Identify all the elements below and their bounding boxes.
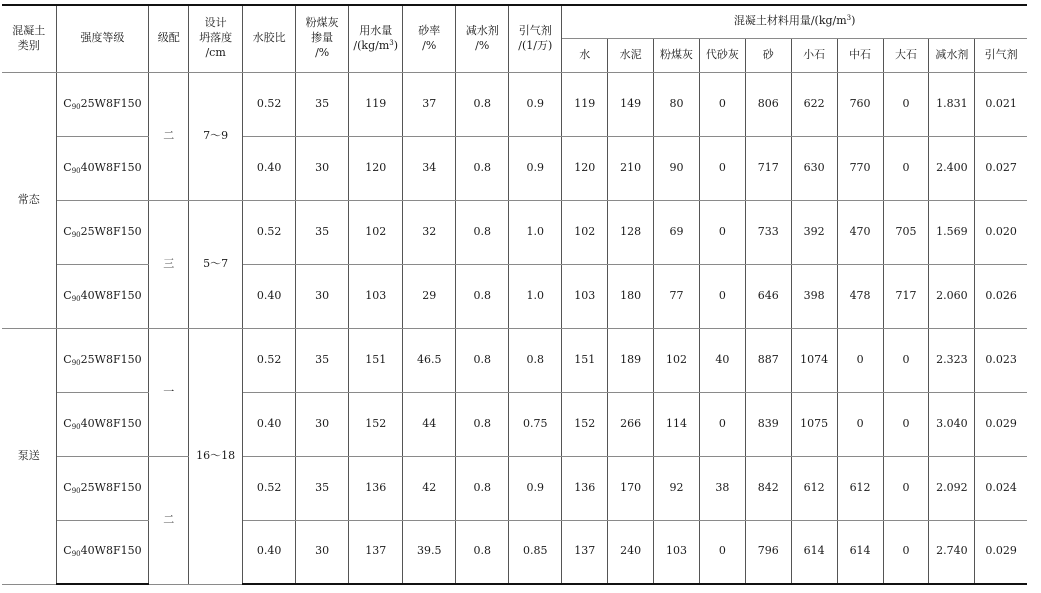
cell-mat-sand-substitute: 0 (699, 72, 745, 136)
subheader-large-stone: 大石 (883, 38, 929, 72)
grade-subscript: 90 (71, 230, 81, 239)
cell-gradation: 一 (149, 328, 189, 456)
cell-mat-medium-stone: 614 (837, 520, 883, 584)
cell-sand-ratio: 46.5 (403, 328, 456, 392)
cell-mat-water: 120 (562, 136, 608, 200)
subheader-cement: 水泥 (608, 38, 654, 72)
header-gradation: 级配 (149, 5, 189, 72)
cell-mat-air-entrainer: 0.020 (975, 200, 1027, 264)
grade-rest: 40W8F150 (80, 288, 142, 302)
cell-mat-water: 152 (562, 392, 608, 456)
header-flyash-line1: 粉煤灰 (305, 16, 339, 30)
header-water-unit: /(kg/m (353, 38, 390, 52)
header-category-line2: 类别 (17, 38, 40, 52)
table-header (2, 5, 1027, 72)
grade-prefix: C (63, 544, 72, 558)
table-row (2, 328, 1027, 392)
cell-gradation: 二 (149, 72, 189, 200)
cell-grade (56, 264, 149, 328)
cell-mat-small-stone: 612 (791, 456, 837, 520)
cell-water-use: 119 (349, 72, 403, 136)
cell-mat-cement: 266 (608, 392, 654, 456)
cell-mat-water: 151 (562, 328, 608, 392)
cell-wb-ratio: 0.40 (243, 264, 296, 328)
cell-water-use: 102 (349, 200, 403, 264)
cell-slump: 7～9 (189, 72, 243, 200)
header-ae-line1: 引气剂 (518, 23, 552, 37)
cell-mat-medium-stone: 612 (837, 456, 883, 520)
cell-grade (56, 328, 149, 392)
cell-wr-pct: 0.8 (456, 136, 509, 200)
cell-slump: 16～18 (189, 328, 243, 584)
cell-water-use: 137 (349, 520, 403, 584)
cell-mat-sand: 839 (745, 392, 791, 456)
cell-flyash-pct: 35 (296, 200, 349, 264)
subheader-medium-stone: 中石 (837, 38, 883, 72)
cell-flyash-pct: 35 (296, 456, 349, 520)
cell-grade (56, 200, 149, 264)
cell-grade (56, 72, 149, 136)
grade-rest: 40W8F150 (80, 544, 142, 558)
grade-prefix: C (63, 224, 72, 238)
header-category (2, 5, 56, 72)
cell-sand-ratio: 42 (403, 456, 456, 520)
cell-grade (56, 392, 149, 456)
cell-mat-flyash: 77 (654, 264, 700, 328)
cell-mat-flyash: 90 (654, 136, 700, 200)
cell-water-use: 120 (349, 136, 403, 200)
cell-mat-large-stone: 0 (883, 328, 929, 392)
cell-water-use: 136 (349, 456, 403, 520)
cell-mat-large-stone: 0 (883, 136, 929, 200)
table-row (2, 72, 1027, 136)
cell-wr-pct: 0.8 (456, 72, 509, 136)
cell-sand-ratio: 37 (403, 72, 456, 136)
cell-category: 泵送 (2, 328, 56, 584)
cell-gradation: 二 (149, 456, 189, 584)
header-water-sup: 3 (389, 38, 394, 47)
cell-wr-pct: 0.8 (456, 392, 509, 456)
header-slump-line1: 设计 (204, 16, 227, 30)
grade-rest: 25W8F150 (80, 352, 142, 366)
header-sand-line1: 砂率 (418, 23, 441, 37)
cell-mat-air-entrainer: 0.029 (975, 520, 1027, 584)
cell-mat-flyash: 103 (654, 520, 700, 584)
cell-mat-cement: 149 (608, 72, 654, 136)
subheader-sand-substitute: 代砂灰 (699, 38, 745, 72)
cell-wb-ratio: 0.52 (243, 72, 296, 136)
grade-subscript: 90 (71, 294, 81, 303)
cell-mat-cement: 128 (608, 200, 654, 264)
cell-mat-air-entrainer: 0.023 (975, 328, 1027, 392)
cell-wr-pct: 0.8 (456, 328, 509, 392)
cell-sand-ratio: 39.5 (403, 520, 456, 584)
cell-grade (56, 456, 149, 520)
header-water-close: ) (393, 38, 399, 52)
cell-mat-water-reducer: 2.060 (929, 264, 975, 328)
header-flyash (296, 5, 349, 72)
cell-mat-sand-substitute: 0 (699, 392, 745, 456)
header-flyash-line3: /% (315, 46, 330, 60)
table-row (2, 456, 1027, 520)
cell-mat-cement: 189 (608, 328, 654, 392)
subheader-water: 水 (562, 38, 608, 72)
cell-mat-small-stone: 630 (791, 136, 837, 200)
header-grade: 强度等级 (56, 5, 149, 72)
cell-wr-pct: 0.8 (456, 456, 509, 520)
cell-gradation: 三 (149, 200, 189, 328)
cell-mat-flyash: 102 (654, 328, 700, 392)
cell-mat-cement: 210 (608, 136, 654, 200)
header-slump-line3: /cm (205, 46, 226, 60)
cell-ae-dose: 0.8 (509, 328, 562, 392)
cell-wr-pct: 0.8 (456, 264, 509, 328)
cell-mat-sand: 717 (745, 136, 791, 200)
cell-mat-small-stone: 398 (791, 264, 837, 328)
cell-wr-pct: 0.8 (456, 520, 509, 584)
cell-mat-small-stone: 1074 (791, 328, 837, 392)
grade-rest: 25W8F150 (80, 480, 142, 494)
cell-mat-large-stone: 705 (883, 200, 929, 264)
header-water-reducer (456, 5, 509, 72)
cell-flyash-pct: 30 (296, 520, 349, 584)
cell-ae-dose: 0.9 (509, 136, 562, 200)
subheader-sand: 砂 (745, 38, 791, 72)
cell-flyash-pct: 30 (296, 136, 349, 200)
grade-rest: 40W8F150 (80, 160, 142, 174)
cell-mat-sand: 646 (745, 264, 791, 328)
header-material-group (562, 5, 1027, 38)
cell-mat-medium-stone: 478 (837, 264, 883, 328)
cell-mat-sand-substitute: 40 (699, 328, 745, 392)
table-body (2, 72, 1027, 584)
cell-mat-air-entrainer: 0.024 (975, 456, 1027, 520)
cell-wb-ratio: 0.52 (243, 456, 296, 520)
cell-water-use: 152 (349, 392, 403, 456)
cell-mat-large-stone: 0 (883, 72, 929, 136)
grade-prefix: C (63, 288, 72, 302)
cell-mat-flyash: 114 (654, 392, 700, 456)
subheader-water-reducer: 减水剂 (929, 38, 975, 72)
grade-subscript: 90 (71, 166, 81, 175)
cell-mat-small-stone: 614 (791, 520, 837, 584)
header-wr-line2: /% (475, 38, 490, 52)
cell-flyash-pct: 35 (296, 328, 349, 392)
header-group-title: 混凝土材料用量/(kg/m (733, 14, 847, 28)
cell-sand-ratio: 34 (403, 136, 456, 200)
cell-mat-sand: 796 (745, 520, 791, 584)
cell-ae-dose: 0.9 (509, 456, 562, 520)
cell-wb-ratio: 0.52 (243, 200, 296, 264)
cell-mat-water: 103 (562, 264, 608, 328)
cell-mat-sand: 806 (745, 72, 791, 136)
cell-mat-medium-stone: 0 (837, 392, 883, 456)
cell-ae-dose: 1.0 (509, 264, 562, 328)
cell-mat-sand-substitute: 0 (699, 264, 745, 328)
cell-mat-water: 119 (562, 72, 608, 136)
header-water (349, 5, 403, 72)
cell-grade (56, 520, 149, 584)
grade-rest: 40W8F150 (80, 416, 142, 430)
cell-mat-cement: 170 (608, 456, 654, 520)
grade-prefix: C (63, 416, 72, 430)
cell-mat-large-stone: 0 (883, 520, 929, 584)
grade-rest: 25W8F150 (80, 224, 142, 238)
cell-mat-medium-stone: 760 (837, 72, 883, 136)
cell-grade (56, 136, 149, 200)
header-water-line1: 用水量 (359, 23, 393, 37)
cell-mat-medium-stone: 770 (837, 136, 883, 200)
cell-mat-air-entrainer: 0.021 (975, 72, 1027, 136)
subheader-air-entrainer: 引气剂 (975, 38, 1027, 72)
cell-wb-ratio: 0.52 (243, 328, 296, 392)
cell-mat-large-stone: 717 (883, 264, 929, 328)
cell-mat-small-stone: 622 (791, 72, 837, 136)
cell-sand-ratio: 29 (403, 264, 456, 328)
cell-mat-sand-substitute: 0 (699, 136, 745, 200)
grade-prefix: C (63, 480, 72, 494)
header-sand-ratio (403, 5, 456, 72)
cell-wr-pct: 0.8 (456, 200, 509, 264)
cell-water-use: 151 (349, 328, 403, 392)
cell-wb-ratio: 0.40 (243, 520, 296, 584)
cell-slump: 5～7 (189, 200, 243, 328)
header-air-entrainer (509, 5, 562, 72)
cell-wb-ratio: 0.40 (243, 392, 296, 456)
cell-category: 常态 (2, 72, 56, 328)
cell-mat-water: 102 (562, 200, 608, 264)
cell-mat-water-reducer: 2.740 (929, 520, 975, 584)
cell-water-use: 103 (349, 264, 403, 328)
cell-mat-cement: 180 (608, 264, 654, 328)
cell-flyash-pct: 35 (296, 72, 349, 136)
cell-mat-air-entrainer: 0.029 (975, 392, 1027, 456)
grade-subscript: 90 (71, 422, 81, 431)
cell-ae-dose: 0.9 (509, 72, 562, 136)
cell-mat-sand-substitute: 38 (699, 456, 745, 520)
header-slump-line2: 坍落度 (199, 31, 233, 45)
table-row (2, 200, 1027, 264)
cell-flyash-pct: 30 (296, 392, 349, 456)
cell-mat-water-reducer: 1.569 (929, 200, 975, 264)
cell-mat-flyash: 92 (654, 456, 700, 520)
cell-mat-sand: 842 (745, 456, 791, 520)
cell-mat-flyash: 69 (654, 200, 700, 264)
cell-mat-water-reducer: 2.400 (929, 136, 975, 200)
cell-mat-cement: 240 (608, 520, 654, 584)
cell-mat-water-reducer: 3.040 (929, 392, 975, 456)
cell-mat-water-reducer: 2.323 (929, 328, 975, 392)
cell-mat-water: 137 (562, 520, 608, 584)
cell-mat-water: 136 (562, 456, 608, 520)
header-flyash-line2: 掺量 (311, 31, 334, 45)
cell-ae-dose: 1.0 (509, 200, 562, 264)
cell-mat-sand: 887 (745, 328, 791, 392)
header-group-sup: 3 (846, 14, 852, 23)
concrete-mix-table (2, 4, 1027, 585)
cell-mat-water-reducer: 1.831 (929, 72, 975, 136)
header-wr-line1: 减水剂 (465, 23, 499, 37)
cell-mat-sand: 733 (745, 200, 791, 264)
grade-subscript: 90 (71, 358, 81, 367)
cell-mat-small-stone: 392 (791, 200, 837, 264)
cell-ae-dose: 0.75 (509, 392, 562, 456)
cell-mat-sand-substitute: 0 (699, 520, 745, 584)
grade-subscript: 90 (71, 486, 81, 495)
subheader-flyash: 粉煤灰 (654, 38, 700, 72)
grade-prefix: C (63, 352, 72, 366)
cell-mat-water-reducer: 2.092 (929, 456, 975, 520)
cell-mat-large-stone: 0 (883, 392, 929, 456)
cell-mat-air-entrainer: 0.027 (975, 136, 1027, 200)
grade-prefix: C (63, 96, 72, 110)
cell-flyash-pct: 30 (296, 264, 349, 328)
header-water-line2 (349, 39, 402, 54)
cell-sand-ratio: 44 (403, 392, 456, 456)
header-group-tail: ) (851, 14, 856, 28)
grade-rest: 25W8F150 (80, 96, 142, 110)
header-sand-line2: /% (422, 38, 437, 52)
cell-mat-flyash: 80 (654, 72, 700, 136)
cell-sand-ratio: 32 (403, 200, 456, 264)
cell-wb-ratio: 0.40 (243, 136, 296, 200)
cell-mat-air-entrainer: 0.026 (975, 264, 1027, 328)
subheader-small-stone: 小石 (791, 38, 837, 72)
header-slump (189, 5, 243, 72)
cell-mat-medium-stone: 470 (837, 200, 883, 264)
cell-mat-small-stone: 1075 (791, 392, 837, 456)
cell-ae-dose: 0.85 (509, 520, 562, 584)
header-ae-line2: /(1/万) (518, 38, 553, 52)
grade-prefix: C (63, 160, 72, 174)
cell-mat-large-stone: 0 (883, 456, 929, 520)
header-wb-ratio: 水胶比 (243, 5, 296, 72)
header-category-line1: 混凝土 (12, 23, 46, 37)
grade-subscript: 90 (71, 102, 81, 111)
grade-subscript: 90 (71, 550, 81, 559)
cell-mat-medium-stone: 0 (837, 328, 883, 392)
cell-mat-sand-substitute: 0 (699, 200, 745, 264)
